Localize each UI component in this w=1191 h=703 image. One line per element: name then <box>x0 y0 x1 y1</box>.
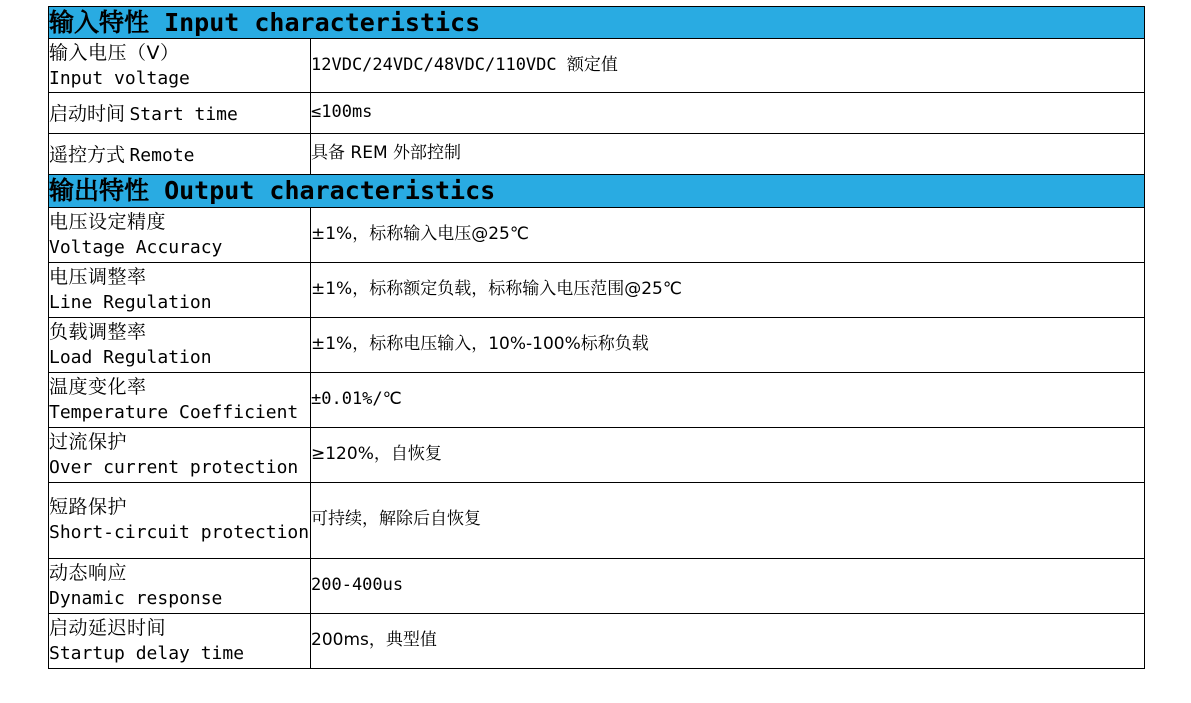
table-row <box>49 613 1145 668</box>
row-label <box>49 93 311 134</box>
table-row <box>49 93 1145 134</box>
row-label-en: Temperature Coefficient <box>49 401 299 423</box>
section-title-output <box>49 176 495 205</box>
row-value <box>311 482 1145 558</box>
row-label-en: Short-circuit protection <box>49 522 310 544</box>
row-value <box>311 613 1145 668</box>
table-row <box>49 134 1145 175</box>
row-value-text: ±0.01%/℃ <box>311 388 402 409</box>
row-value <box>311 39 1145 93</box>
row-label <box>49 372 311 427</box>
row-label-cn: 温度变化率 <box>49 375 147 398</box>
section-header-input <box>49 7 1145 39</box>
section-title-en: Input characteristics <box>164 8 481 37</box>
row-label-en: Voltage Accuracy <box>49 236 223 258</box>
row-value-text: ≤100ms <box>311 102 373 123</box>
row-value <box>311 558 1145 613</box>
row-value-text: ±1%，标称输入电压@25℃ <box>311 223 529 244</box>
section-title-cn: 输入特性 <box>49 8 150 37</box>
row-label-en: Startup delay time <box>49 642 245 664</box>
row-value-text: 200ms，典型值 <box>311 629 437 650</box>
row-label <box>49 317 311 372</box>
specifications-table <box>48 6 1145 669</box>
section-header-cell <box>49 7 1145 39</box>
row-label <box>49 207 311 262</box>
section-title-en: Output characteristics <box>164 176 496 206</box>
row-label-en: Remote <box>129 145 195 167</box>
row-label-en: Dynamic response <box>49 587 223 609</box>
row-value <box>311 372 1145 427</box>
row-label-cn: 负载调整率 <box>49 320 147 343</box>
row-value-text: 可持续，解除后自恢复 <box>311 509 481 530</box>
row-label-en: Input voltage <box>49 68 190 90</box>
row-value-text: 具备 REM 外部控制 <box>311 143 462 164</box>
row-value-text: 12VDC/24VDC/48VDC/110VDC 额定值 <box>311 54 618 75</box>
row-label-en: Line Regulation <box>49 291 212 313</box>
row-label-cn: 过流保护 <box>49 430 128 453</box>
row-label <box>49 482 311 558</box>
row-value <box>311 427 1145 482</box>
row-value-text: ±1%，标称电压输入，10%-100%标称负载 <box>311 333 649 354</box>
row-value-text: ±1%，标称额定负载，标称输入电压范围@25℃ <box>311 278 682 299</box>
section-title-input <box>49 8 480 37</box>
table-row <box>49 372 1145 427</box>
table-row <box>49 39 1145 93</box>
row-value <box>311 134 1145 175</box>
table-row <box>49 207 1145 262</box>
row-label-cn: 电压设定精度 <box>49 210 167 233</box>
row-label-en: Over current protection <box>49 456 299 478</box>
section-title-cn: 输出特性 <box>49 176 150 206</box>
row-label-cn: 动态响应 <box>49 561 128 584</box>
row-label-cn: 遥控方式 <box>49 144 126 167</box>
row-value <box>311 317 1145 372</box>
row-label <box>49 39 311 93</box>
table-row <box>49 262 1145 317</box>
row-label-cn: 启动时间 <box>49 103 126 126</box>
row-value-text: 200-400us <box>311 574 404 595</box>
row-label <box>49 613 311 668</box>
row-label-cn: 电压调整率 <box>49 265 147 288</box>
row-label <box>49 427 311 482</box>
row-label-en: Start time <box>129 104 238 126</box>
row-label-cn: 短路保护 <box>49 496 128 519</box>
row-value <box>311 262 1145 317</box>
row-value <box>311 207 1145 262</box>
section-header-cell <box>49 175 1145 207</box>
section-header-output <box>49 175 1145 207</box>
row-value-text: ≥120%，自恢复 <box>311 443 442 464</box>
table-row <box>49 317 1145 372</box>
table-row <box>49 482 1145 558</box>
row-value <box>311 93 1145 134</box>
row-label-cn: 输入电压（V） <box>49 41 180 64</box>
row-label <box>49 134 311 175</box>
row-label-en: Load Regulation <box>49 346 212 368</box>
table-row <box>49 558 1145 613</box>
table-row <box>49 427 1145 482</box>
row-label <box>49 262 311 317</box>
row-label <box>49 558 311 613</box>
row-label-cn: 启动延迟时间 <box>49 616 167 639</box>
